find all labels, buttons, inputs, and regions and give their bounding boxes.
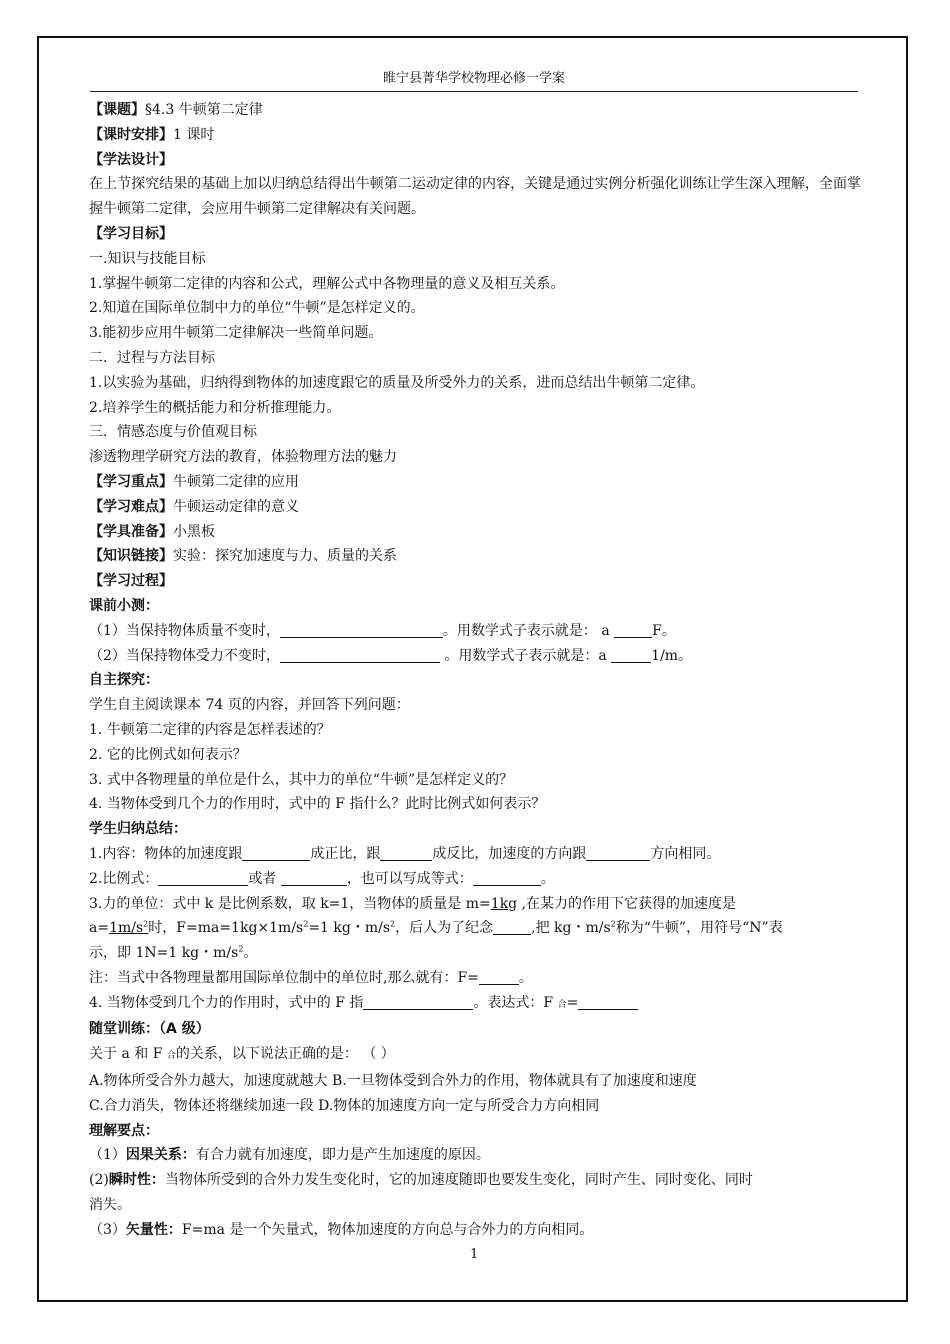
superscript: 2 bbox=[143, 919, 149, 929]
practice-text: 的关系，以下说法正确的是： （ ） bbox=[175, 1046, 395, 1063]
answer-blank[interactable] bbox=[363, 993, 473, 1010]
topic-text: §4.3 牛顿第二定律 bbox=[145, 102, 263, 118]
point-label: 因果关系： bbox=[125, 1147, 196, 1164]
goal-knowledge-3: 3.能初步应用牛顿第二定律解决一些简单问题。 bbox=[89, 325, 383, 342]
answer-blank[interactable] bbox=[380, 844, 432, 861]
mass-value: 1kg bbox=[490, 895, 518, 912]
answer-blank[interactable] bbox=[280, 621, 443, 638]
summary-text: 示，即 1N=1 kg・m/s bbox=[89, 945, 239, 962]
answer-blank[interactable] bbox=[611, 646, 651, 663]
answer-blank[interactable] bbox=[281, 869, 347, 886]
focus-label: 【学习重点】 bbox=[89, 473, 173, 490]
focus-line bbox=[89, 470, 861, 495]
summary-text: ,把 kg・m/s bbox=[531, 920, 611, 937]
practice-text: 关于 a 和 F bbox=[89, 1046, 167, 1063]
summary-text: 4. 当物体受到几个力的作用时，式中的 F 指 bbox=[89, 994, 364, 1011]
goal-knowledge-2: 2.知道在国际单位制中力的单位“牛顿”是怎样定义的。 bbox=[89, 300, 425, 317]
focus-text: 牛顿第二定律的应用 bbox=[173, 473, 299, 490]
pretest-q2-text: （2）当保持物体受力不变时， bbox=[89, 647, 280, 664]
summary-note bbox=[89, 966, 861, 991]
summary-text: =1 kg・m/s bbox=[308, 920, 391, 937]
summary-text: 。 bbox=[243, 945, 258, 962]
tools-label: 【学具准备】 bbox=[89, 523, 173, 540]
practice-question bbox=[89, 1042, 861, 1069]
pretest-q1-end: F。 bbox=[652, 622, 676, 639]
practice-options-ab: A.物体所受合外力越大，加速度就越大 B.一旦物体受到合外力的作用，物体就具有了加速度和速度 bbox=[89, 1073, 697, 1090]
topic-line bbox=[89, 98, 861, 123]
document-body bbox=[89, 98, 861, 1243]
process-label: 【学习过程】 bbox=[89, 573, 173, 590]
goal-emotion-1: 渗透物理学研究方法的教育，体验物理方法的魅力 bbox=[89, 449, 397, 466]
link-line bbox=[89, 544, 861, 569]
superscript: 2 bbox=[303, 919, 309, 929]
summary-text: = bbox=[566, 994, 579, 1011]
answer-blank[interactable] bbox=[473, 869, 541, 886]
tools-line bbox=[89, 520, 861, 545]
explore-question-1: 1. 牛顿第二定律的内容是怎样表述的？ bbox=[89, 721, 331, 738]
point-vector bbox=[89, 1218, 861, 1243]
tools-text: 小黑板 bbox=[173, 523, 215, 540]
goals-label: 【学习目标】 bbox=[89, 225, 173, 242]
goal-process-1: 1.以实验为基础，归纳得到物体的加速度跟它的质量及所受外力的关系，进而总结出牛顿第二定律。 bbox=[89, 374, 705, 391]
point-text: 有合力就有加速度，即力是产生加速度的原因。 bbox=[195, 1147, 490, 1164]
link-text: 实验：探究加速度与力、质量的关系 bbox=[173, 548, 397, 565]
summary-text: 。 bbox=[540, 870, 555, 887]
summary-text: 成正比，跟 bbox=[310, 845, 381, 862]
pretest-title: 课前小测： bbox=[89, 597, 159, 614]
summary-text: a= bbox=[89, 920, 110, 937]
answer-blank[interactable] bbox=[578, 993, 638, 1010]
pretest-q2-end: 1/m。 bbox=[651, 647, 693, 664]
point-number: (2) bbox=[89, 1172, 109, 1189]
point-label: 矢量性： bbox=[125, 1221, 182, 1238]
summary-text: ，也可以写成等式： bbox=[346, 870, 473, 887]
summary-text: 注：当式中各物理量都用国际单位制中的单位时,那么就有：F= bbox=[89, 969, 479, 986]
explore-title: 自主探究： bbox=[89, 672, 159, 689]
summary-text: 时，F=ma=1kg×1m/s bbox=[148, 920, 304, 937]
summary-text: 成反比，加速度的方向跟 bbox=[432, 845, 587, 862]
pretest-q1 bbox=[89, 619, 861, 644]
point-instant-cont: 消失。 bbox=[89, 1197, 131, 1214]
design-label: 【学法设计】 bbox=[89, 151, 173, 168]
pretest-q2-formula: 。用数学式子表示就是：a bbox=[439, 647, 612, 664]
subscript: 合 bbox=[166, 1051, 176, 1062]
schedule-line bbox=[89, 123, 861, 148]
answer-blank[interactable] bbox=[493, 918, 531, 935]
explore-question-2: 2. 它的比例式如何表示？ bbox=[89, 746, 247, 763]
difficulty-label: 【学习难点】 bbox=[89, 498, 173, 515]
summary-net-force bbox=[89, 991, 861, 1018]
summary-text: 1.内容：物体的加速度跟 bbox=[89, 845, 243, 862]
difficulty-line bbox=[89, 495, 861, 520]
point-causal bbox=[89, 1143, 861, 1168]
page-header: 睢宁县菁华学校物理必修一学案 bbox=[90, 72, 858, 92]
superscript: 2 bbox=[390, 919, 396, 929]
explore-intro: 学生自主阅读课本 74 页的内容，并回答下列问题： bbox=[89, 697, 410, 714]
summary-unit-3 bbox=[89, 941, 861, 966]
topic-label: 【课题】 bbox=[89, 102, 145, 118]
answer-blank[interactable] bbox=[586, 844, 650, 861]
point-text: 当物体所受到的合外力发生变化时，它的加速度随即也要发生变化，同时产生、同时变化、同时 bbox=[164, 1172, 753, 1189]
explore-question-3: 3. 式中各物理量的单位是什么，其中力的单位“牛顿”是怎样定义的？ bbox=[89, 771, 514, 788]
difficulty-text: 牛顿运动定律的意义 bbox=[173, 498, 299, 515]
point-instant bbox=[89, 1168, 861, 1193]
acceleration-text: 1m/s bbox=[109, 920, 144, 937]
summary-text: 方向相同。 bbox=[650, 845, 721, 862]
answer-blank[interactable] bbox=[614, 621, 652, 638]
pretest-q2 bbox=[89, 644, 861, 669]
pretest-q1-formula: 。用数学式子表示就是： a bbox=[442, 622, 615, 639]
point-number: （1） bbox=[89, 1147, 126, 1164]
summary-title: 学生归纳总结： bbox=[89, 821, 187, 838]
goal-process-2: 2.培养学生的概括能力和分析推理能力。 bbox=[89, 399, 341, 416]
points-title: 理解要点： bbox=[89, 1122, 159, 1139]
practice-title: 随堂训练：（A 级） bbox=[89, 1021, 210, 1038]
summary-text: ，后人为了纪念 bbox=[395, 920, 494, 937]
point-number: （3） bbox=[89, 1221, 126, 1238]
summary-text: 。表达式：F bbox=[473, 994, 558, 1011]
summary-text: 2.比例式： bbox=[89, 870, 159, 887]
summary-text: 或者 bbox=[248, 870, 281, 887]
goal-section-1: 一.知识与技能目标 bbox=[89, 250, 206, 267]
goal-knowledge-1: 1.掌握牛顿第二定律的内容和公式，理解公式中各物理量的意义及相互关系。 bbox=[89, 275, 565, 292]
page-number: 1 bbox=[470, 1247, 479, 1262]
answer-blank[interactable] bbox=[242, 844, 310, 861]
goal-section-3: 三．情感态度与价值观目标 bbox=[89, 424, 257, 441]
summary-content bbox=[89, 842, 861, 867]
summary-text: 称为“牛顿”，用符号“N”表 bbox=[615, 920, 783, 937]
answer-blank[interactable] bbox=[280, 646, 440, 663]
link-label: 【知识链接】 bbox=[89, 548, 173, 565]
point-text: F=ma 是一个矢量式，物体加速度的方向总与合外力的方向相同。 bbox=[181, 1221, 594, 1238]
answer-blank[interactable] bbox=[158, 869, 248, 886]
explore-question-4: 4. 当物体受到几个力的作用时，式中的 F 指什么？此时比例式如何表示？ bbox=[89, 796, 546, 813]
superscript: 2 bbox=[238, 944, 244, 954]
summary-text: ,在某力的作用下它获得的加速度是 bbox=[517, 895, 737, 912]
practice-options-cd: C.合力消失，物体还将继续加速一段 D.物体的加速度方向一定与所受合力方向相同 bbox=[89, 1097, 600, 1114]
schedule-text: 1 课时 bbox=[173, 126, 215, 143]
schedule-label: 【课时安排】 bbox=[89, 126, 173, 143]
summary-ratio bbox=[89, 867, 861, 892]
goal-section-2: 二．过程与方法目标 bbox=[89, 349, 215, 366]
summary-text: 。 bbox=[518, 969, 533, 986]
pretest-q1-text: （1）当保持物体质量不变时， bbox=[89, 622, 280, 639]
acceleration-value bbox=[109, 920, 148, 936]
summary-unit-1 bbox=[89, 892, 861, 917]
answer-blank[interactable] bbox=[479, 968, 519, 985]
summary-unit-2 bbox=[89, 916, 861, 941]
subscript: 合 bbox=[557, 999, 567, 1010]
superscript: 2 bbox=[610, 919, 616, 929]
design-text: 在上节探究结果的基础上加以归纳总结得出牛顿第二运动定律的内容，关键是通过实例分析强化训练让学生深入理解，全面掌握牛顿第二定律，会应用牛顿第二定律解决有关问题。 bbox=[89, 176, 861, 218]
point-label: 瞬时性： bbox=[108, 1172, 165, 1189]
summary-text: 3.力的单位：式中 k 是比例系数，取 k=1，当物体的质量是 m= bbox=[89, 895, 491, 912]
